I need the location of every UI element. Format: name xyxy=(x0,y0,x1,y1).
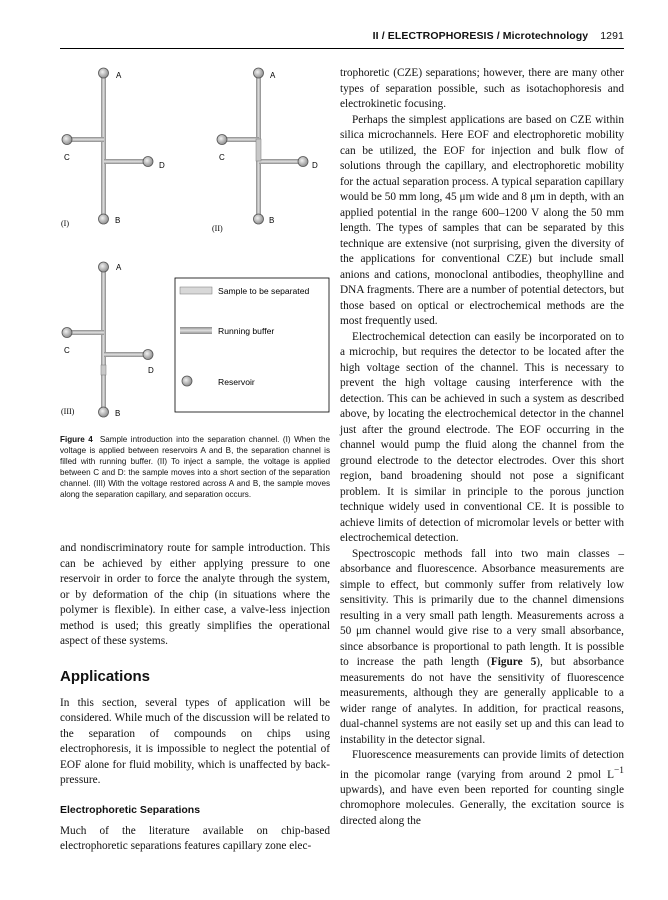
panel-iii xyxy=(61,262,154,418)
paragraph: trophoretic (CZE) separations; however, there are many other types of separation possible, such as isotachophoresis and electrokinetic focusing. xyxy=(340,67,624,110)
paragraph: Much of the literature available on chip-based electrophoretic separations features capillary zone elec- xyxy=(60,824,330,852)
header-rule xyxy=(60,48,624,49)
label-b: B xyxy=(115,216,121,225)
reservoir-c xyxy=(62,135,72,145)
buffer-swatch xyxy=(180,327,212,334)
panel-ii xyxy=(212,68,318,233)
channel-c-arm xyxy=(68,330,104,335)
label-a: A xyxy=(270,71,276,80)
legend-box xyxy=(175,278,329,412)
reservoir-c xyxy=(217,135,227,145)
reservoir-b xyxy=(99,407,109,417)
label-d: D xyxy=(148,366,154,375)
panel-label-ii: (II) xyxy=(212,224,223,233)
channel-d-arm xyxy=(259,159,302,164)
right-column xyxy=(340,66,624,829)
label-d: D xyxy=(312,161,318,170)
section-heading: Applications xyxy=(60,667,151,685)
figure-caption xyxy=(60,434,330,501)
superscript: −1 xyxy=(613,765,624,776)
label-a: A xyxy=(116,263,122,272)
channel-c-arm xyxy=(223,137,259,142)
label-a: A xyxy=(116,71,122,80)
channel-d-arm xyxy=(104,159,147,164)
label-b: B xyxy=(115,409,121,418)
paragraph xyxy=(340,547,624,749)
text-run: Spectroscopic methods fall into two main classes – absorbance and fluorescence. Absorbance measurements are simple to effect, but commonly suffer from relatively low sensitivity. This is primarily due to the channel dimensions resulting in a very small path length. Measurements across a 50 μm channel would give rise to a very small absorbance, since absorbance is proportional to path length. It is possible to increase the path length ( xyxy=(340,547,624,668)
paragraph: and nondiscriminatory route for sample introduction. This can be achieved by either applying pressure to one reservoir in order to force the analyte through the system, or by deformation of the chip (in situations where the polymer is flexible). In either case, a valve-less injection method is used; this greatly simplifies the operational aspect of these systems. xyxy=(60,542,330,647)
label-d: D xyxy=(159,161,165,170)
channel-d-arm xyxy=(104,352,147,357)
figure-reference[interactable]: Figure 5 xyxy=(490,656,537,668)
figure-4 xyxy=(56,56,332,446)
reservoir-c xyxy=(62,328,72,338)
paragraph xyxy=(340,748,624,829)
caption-label: Figure 4 xyxy=(60,435,93,444)
text-run: upwards), and have even been reported for counting single chromophore molecules. Generally, the excitation source is directed along the xyxy=(340,783,624,827)
panel-i xyxy=(61,68,165,228)
sample-swatch xyxy=(180,287,212,294)
label-b: B xyxy=(269,216,275,225)
sample-band xyxy=(101,365,106,375)
reservoir-d xyxy=(143,157,153,167)
label-c: C xyxy=(64,346,70,355)
paragraph: Electrochemical detection can easily be incorporated on to a microchip, but requires the detector to be located after the high voltage section of the channel. This is necessary to prevent the high voltage causing interference with the detection. This can be achieved in such a system as described above, by locating the electrochemical detector in the channel just after the ground electrode. The EOF occurring in the channel would pump the fluid along the channel from the ground electrode to the detector electrodes. Over this short region, band broadening should not pose a significant problem. It is similar in principle to the porous junction technique widely used in conventional CE. It is possible to achieve limits of detection of micromolar levels or better with electrochemical detection. xyxy=(340,330,624,544)
paragraph: In this section, several types of application will be considered. While much of the discussion will be related to the separation of compounds on chips using electrophoresis, it is impossible to neglect the potential of EOF alone for fluid mobility, which is unaffected by back-pressure. xyxy=(60,696,330,786)
left-column xyxy=(60,541,330,855)
reservoir-d xyxy=(143,350,153,360)
subsection-heading: Electrophoretic Separations xyxy=(60,803,201,816)
label-c: C xyxy=(219,153,225,162)
running-header xyxy=(373,30,624,42)
legend-reservoir: Reservoir xyxy=(218,377,255,387)
panel-label-iii: (III) xyxy=(61,407,75,416)
text-run: Fluorescence measurements can provide limits of detection in the picomolar range (varying from around 2 pmol L xyxy=(340,749,624,781)
reservoir-a xyxy=(254,68,264,78)
legend-sample: Sample to be separated xyxy=(218,286,310,296)
text-run: ), but absorbance measurements do not have the sensitivity of fluorescence measurements, although they are generally applicable to a wider range of analytes. In addition, for practical reasons, dual-channel systems are not easily set up and this can lead to instability in the detector signal. xyxy=(340,656,624,746)
reservoir-a xyxy=(99,68,109,78)
caption-text: Sample introduction into the separation channel. (I) When the voltage is applied between reservoirs A and B, the separation channel is filled with running buffer. (II) To inject a sample, the voltage is applied between C and D: the sample moves into a short section of the separation channel. (III) With the voltage restored across A and B, the sample moves along the separation capillary, and separation occurs. xyxy=(60,435,331,500)
reservoir-swatch xyxy=(182,376,192,386)
label-c: C xyxy=(64,153,70,162)
separation-channel xyxy=(101,74,106,218)
page-number: 1291 xyxy=(600,30,624,42)
figure-legend xyxy=(175,278,329,412)
panel-label-i: (I) xyxy=(61,219,69,228)
channel-c-arm xyxy=(68,137,104,142)
reservoir-a xyxy=(99,262,109,272)
separation-channel xyxy=(101,268,106,412)
paragraph: Perhaps the simplest applications are based on CZE within silica microchannels. Here EOF and electrophoretic mobility can be utilized, the EOF for injection and bulk flow of solutions through the capillary, and electrophoretic mobility for the actual separation process. A typical separation capillary would be 50 mm long, 45 μm wide and 8 μm in depth, with an applied potential in the range 600–1200 V along the 50 mm length. The types of samples that can be separated by this technique are extensive (not surprising, given the diversity of the applications for conventional CZE) but include small anions and cations, monoclonal antibodies, theophylline and DNA fragments. There are a number of potential detectors, but those based on optical or electrochemical methods are the most frequently used. xyxy=(340,113,624,327)
reservoir-d xyxy=(298,157,308,167)
sample-plug xyxy=(256,139,261,161)
reservoir-b xyxy=(254,214,264,224)
reservoir-b xyxy=(99,214,109,224)
running-title: II / ELECTROPHORESIS / Microtechnology xyxy=(372,30,589,42)
legend-buffer: Running buffer xyxy=(218,326,275,336)
